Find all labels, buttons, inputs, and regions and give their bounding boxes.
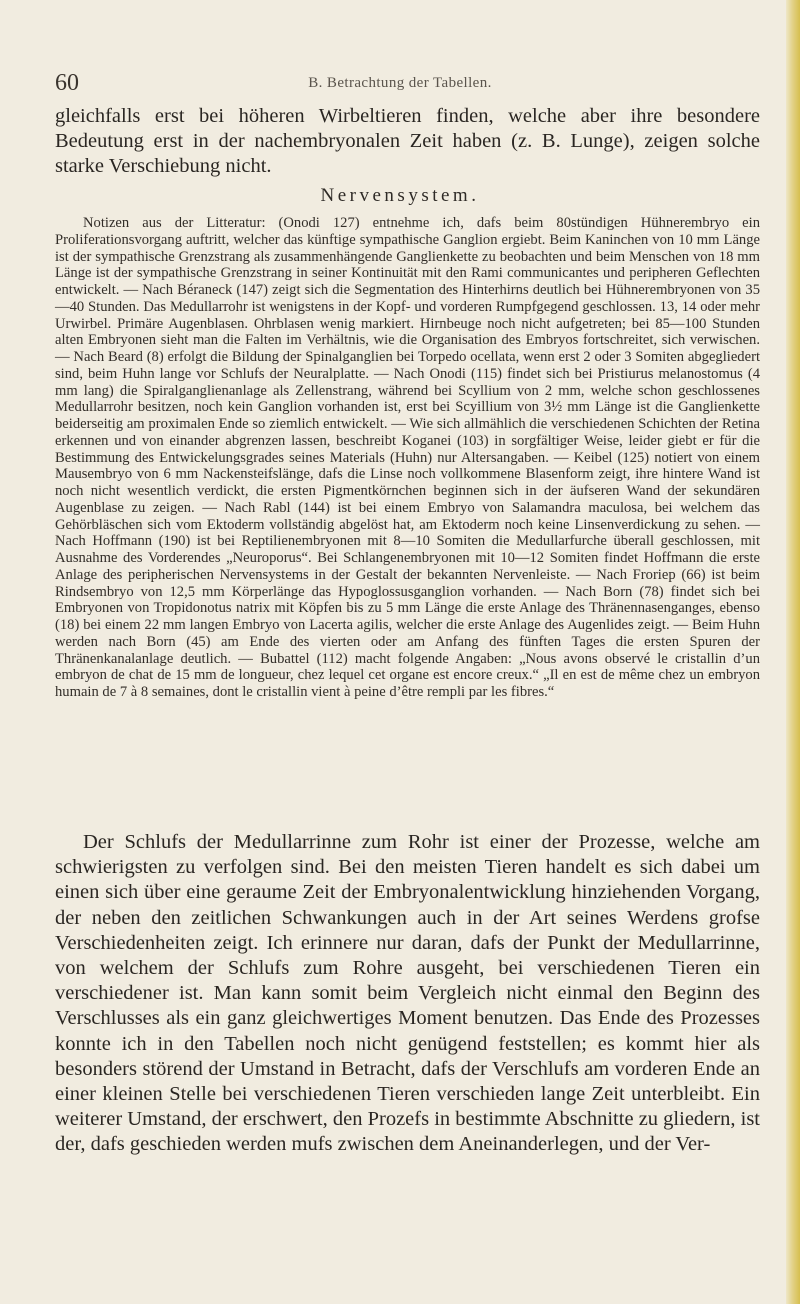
page-number: 60 [55,70,79,96]
literature-notes-paragraph: Notizen aus der Litteratur: (Onodi 127) entnehme ich, dafs beim 80stündigen Hühnerembryo ein Proliferationsvorgang auftritt, welcher das künftige sympathische Ganglion ergiebt. Beim Kaninchen von 10 mm Länge ist der sympathische Grenzstrang als zusammenhängende Ganglienkette zu beobachten und beim Menschen von 18 mm Länge ist der sympathische Grenzstrang in seiner Kontinuität mit den Rami communicantes und peripheren Geflechten entwickelt. — Nach Béraneck (147) zeigt sich die Segmentation des Hinterhirns deutlich bei Hühnerembryonen von 35—40 Stunden. Das Medullarrohr ist wenigstens in der Kopf- und vorderen Rumpfgegend geschlossen. 13, 14 oder mehr Urwirbel. Primäre Augenblasen. Ohrblasen wenig markiert. Hirnbeuge noch nicht aufgetreten; bei 85—100 Stunden alten Embryonen sieht man die Falten im Verhältnis, wie die Organisation des Embryos fortschreitet, sich verwischen. — Nach Beard (8) erfolgt die Bildung der Spinalganglien bei Torpedo ocellata, wenn erst 2 oder 3 Somiten abgegliedert sind, beim Huhn lange vor Schlufs der Neuralplatte. — Nach Onodi (115) findet sich bei Pristiurus melanostomus (4 mm lang) die Spiralganglienanlage als Zellenstrang, während bei Scyllium von 2 mm, welche schon geschlossenes Medullarrohr besitzen, noch kein Ganglion vorhanden ist, erst bei Scyillium von 3½ mm Länge ist die Ganglienkette beiderseitig am proximalen Ende so ziemlich entwickelt. — Wie sich allmählich die verschiedenen Schichten der Retina erkennen und von einander abgrenzen lassen, beschreibt Koganei (103) in sorgfältiger Weise, leider giebt er für die Bestimmung des Entwickelungsgrades seines Materials (Huhn) nur Altersangaben. — Keibel (125) notiert von einem Mausembryo von 6 mm Nackensteifslänge, dafs die Linse noch vollkommene Blasenform zeigt, ihre hintere Wand ist noch nicht wesentlich verdickt, die ersten Pigmentkörnchen beginnen sich in der äufseren Wand der sekundären Augenblase zu zeigen. — Nach Rabl (144) ist bei einem Embryo von Salamandra maculosa, bei welchem das Gehörbläschen sich vom Ektoderm vollständig abgelöst hat, am Ektoderm noch keine Linsenverdickung zu sehen. — Nach Hoffmann (190) ist bei Reptilienembryonen mit 8—10 Somiten die Medullarfurche überall geschlossen, mit Ausnahme des Vorderendes „Neuroporus“. Bei Schlangenembryonen mit 10—12 Somiten findet Hoffmann die erste Anlage des peripherischen Nervensystems in der Gestalt der bekannten Nervenleiste. — Nach Froriep (66) ist beim Rindsembryo von 12,5 mm Körperlänge das Hypoglossusganglion vorhanden. — Nach Born (78) findet sich bei Embryonen von Tropidonotus natrix mit Köpfen bis zu 5 mm Länge die erste Anlage des Thränennasenganges, ebenso (18) bei einem 22 mm langen Embryo von Lacerta agilis, welcher die erste Anlage des Augenlides zeigt. — Beim Huhn werden nach Born (45) am Ende des vierten oder am Anfang des fünften Tages die ersten Spuren der Thränenkanalanlage deutlich. — Bubattel (112) macht folgende Angaben: „Nous avons observé le cristallin d’un embryon de chat de 15 mm de longueur, chez lequel cet organe est encore creux.“ „Il en est de même chez un embryon humain de 7 à 8 semaines, dont le cristallin vient à peine d’être rempli par les fibres.“ [55,215,760,700]
running-title: B. Betrachtung der Tabellen. [308,75,492,91]
literature-notes-block [55,215,760,701]
intro-text-block [55,104,760,180]
running-header [0,66,800,96]
section-heading: Nervensystem. [320,185,480,206]
intro-paragraph: gleichfalls erst bei höheren Wirbeltieren finden, welche aber ihre besondere Bedeutung erst in der nachembryonalen Zeit haben (z. B. Lunge), zeigen solche starke Verschiebung nicht. [55,105,760,178]
main-paragraph: Der Schlufs der Medullarrinne zum Rohr ist einer der Prozesse, welche am schwierigsten zu verfolgen sind. Bei den meisten Tieren handelt es sich dabei um einen sich über eine geraume Zeit der Embryonalentwicklung hinziehenden Vorgang, der neben den zeitlichen Schwankungen auch in der Art seines Werdens grofse Verschiedenheiten zeigt. Ich erinnere nur daran, dafs der Punkt der Medullarrinne, von welchem der Schlufs zum Rohre ausgeht, bei verschiedenen Tieren ein verschiedener ist. Man kann somit beim Vergleich nicht einmal den Beginn des Verschlusses als ein ganz gleichwertiges Moment benutzen. Das Ende des Prozesses konnte ich in den Tabellen noch nicht genügend feststellen; es kommt hier als besonders störend der Umstand in Betracht, dafs der Verschlufs am vorderen Ende an einer kleinen Stelle bei verschiedenen Tieren verschieden lange Zeit unterbleibt. Ein weiterer Umstand, der erschwert, den Prozefs in bestimmte Abschnitte zu gliedern, ist der, dafs geschieden werden mufs zwischen dem Aneinanderlegen, und der Ver- [55,831,760,1156]
main-text-block [55,830,760,1158]
